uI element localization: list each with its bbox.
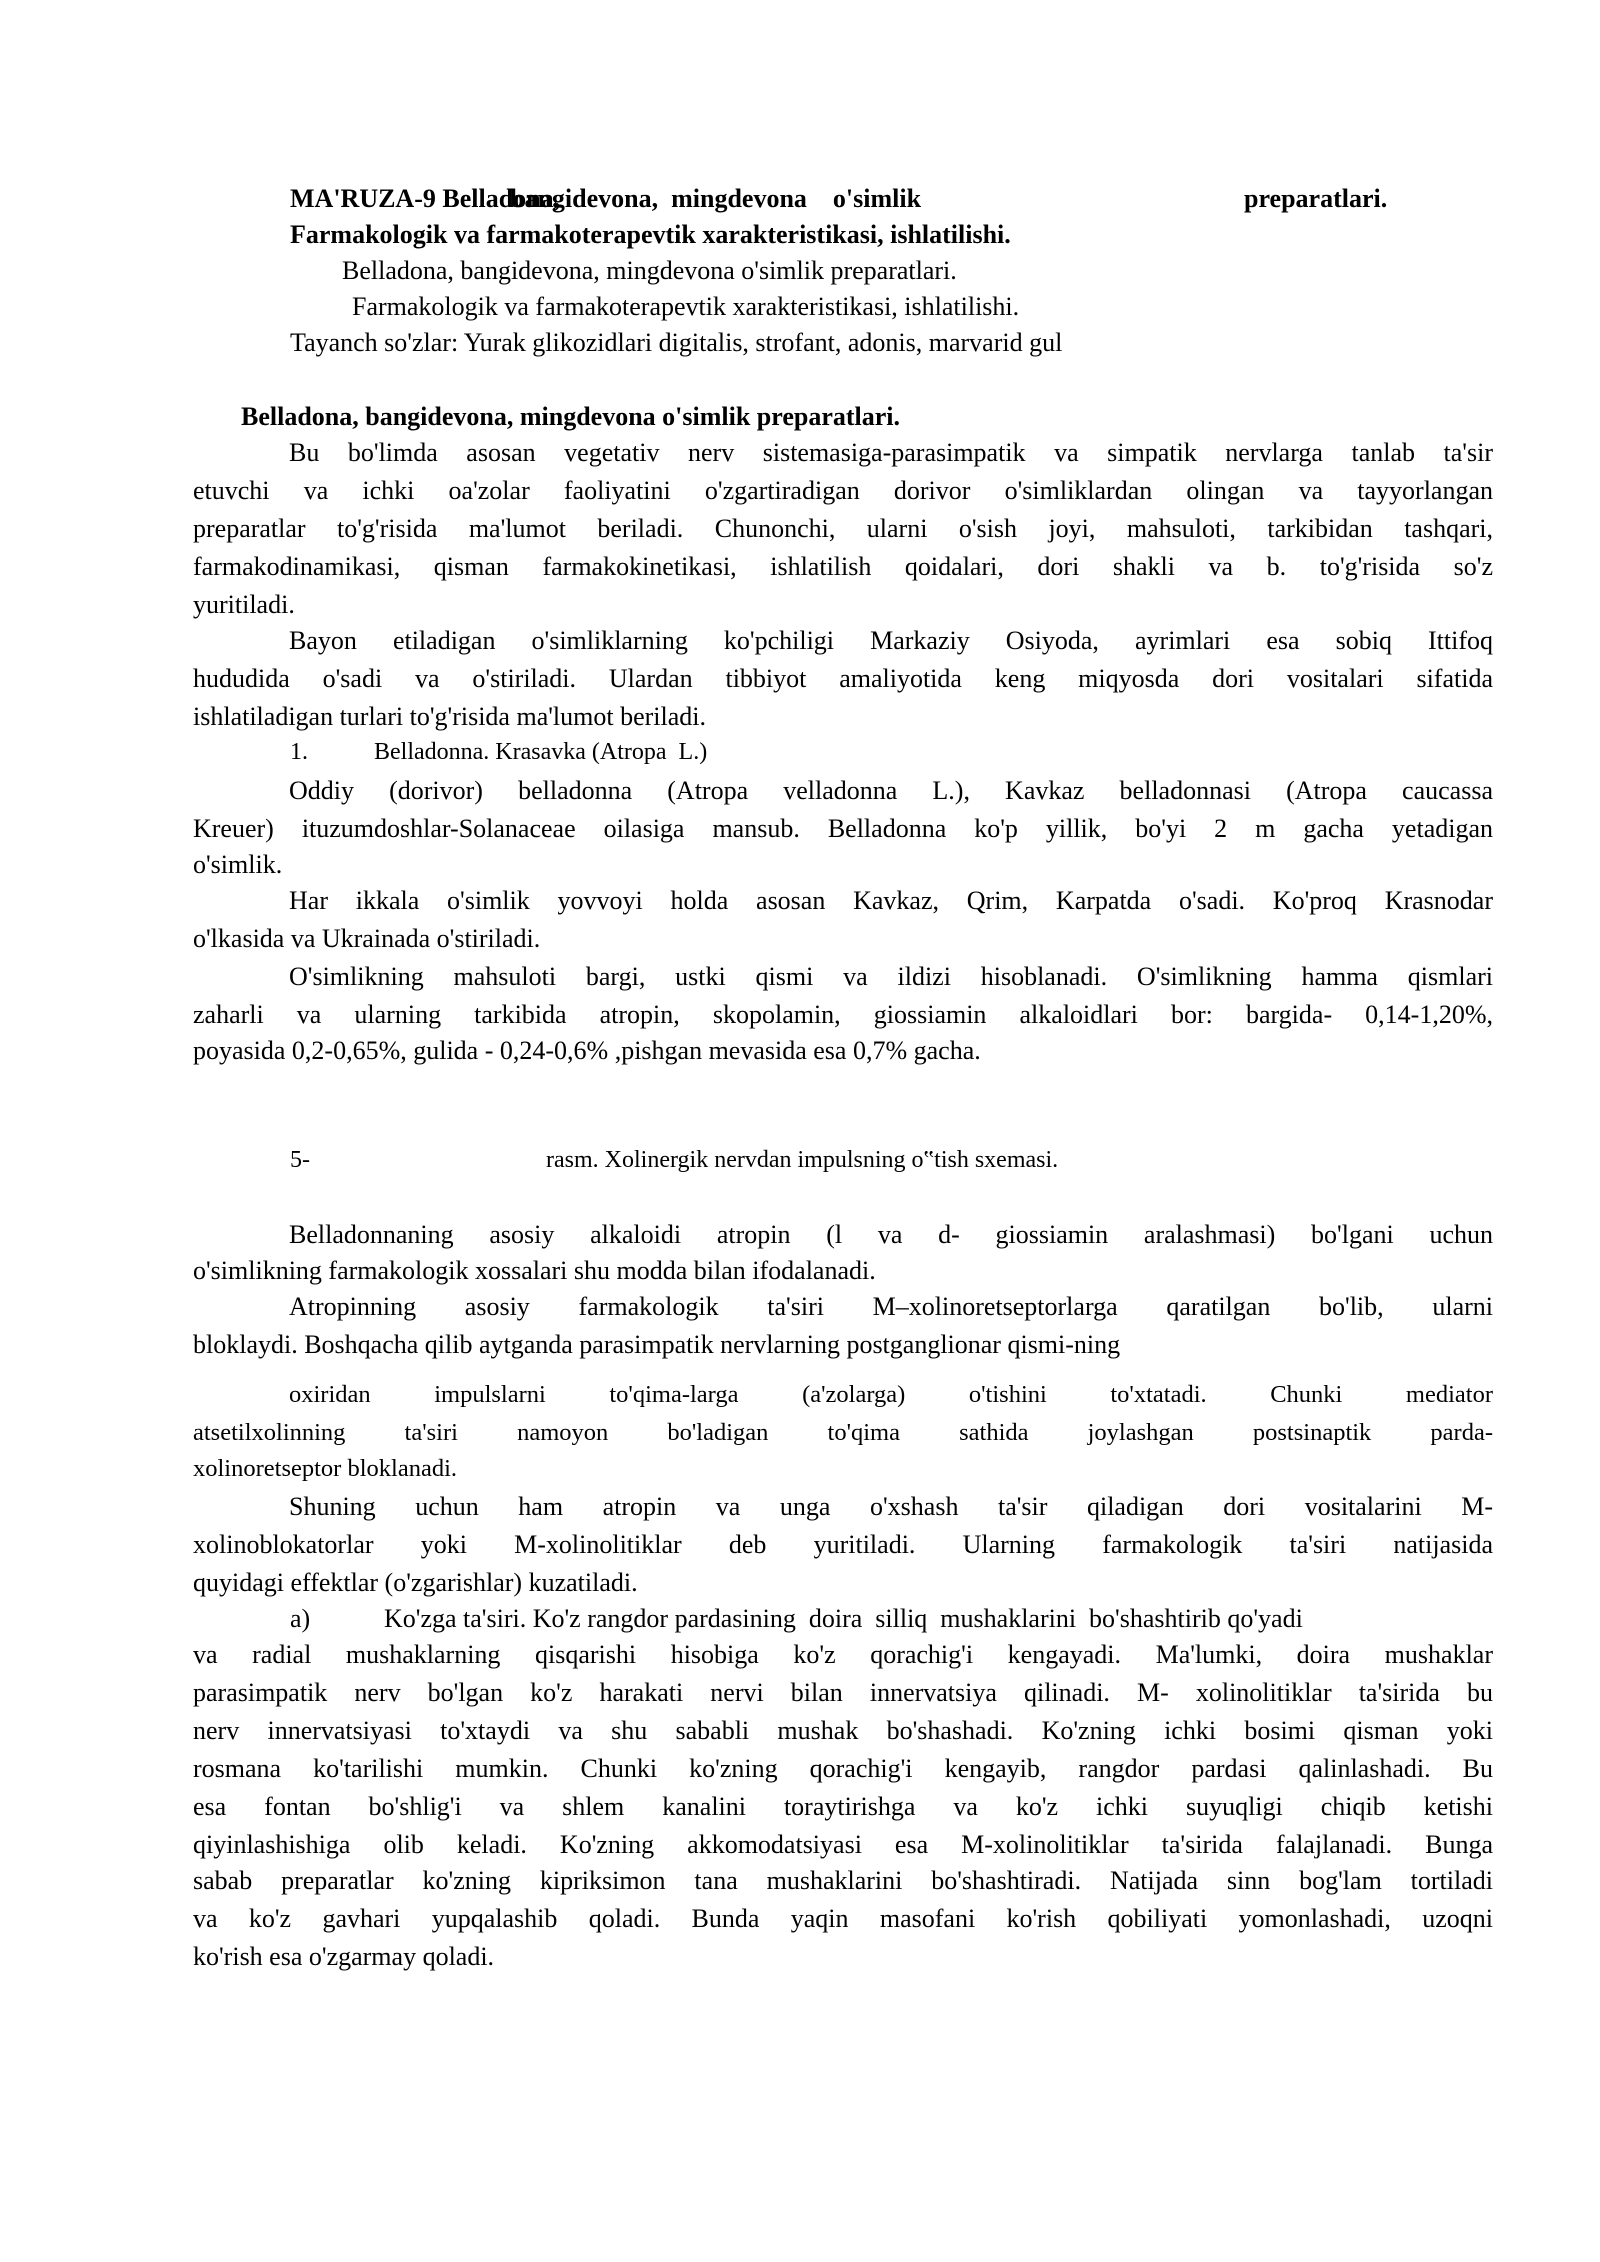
paragraph-8-line-2: atsetilxolinning ta'siri namoyon bo'ladigan to'qima sathida joylashgan postsinaptik parda-: [193, 1419, 1493, 1446]
paragraph-10-line-9: ko'rish esa o'zgarmay qoladi.: [193, 1942, 495, 1971]
paragraph-5-line-1: O'simlikning mahsuloti bargi, ustki qismi va ildizi hisoblanadi. O'simlikning hamma qismlari: [289, 962, 1493, 991]
paragraph-5-line-3: poyasida 0,2-0,65%, gulida - 0,24-0,6% ,pishgan mevasida esa 0,7% gacha.: [193, 1036, 981, 1065]
paragraph-10-line-5: esa fontan bo'shlig'i va shlem kanalini toraytirishga va ko'z ichki suyuqligi chiqib ketishi: [193, 1792, 1493, 1821]
paragraph-1-line-5: yuritiladi.: [193, 590, 295, 619]
title-part2: [510, 180, 921, 218]
list-item-a-number: a): [290, 1604, 311, 1633]
list-item-a-text: Ko'zga ta'siri. Ko'z rangdor pardasining doira silliq mushaklarini bo'shashtirib qo'yadi: [384, 1604, 1303, 1633]
title-part3: preparatlari.: [1244, 184, 1388, 213]
paragraph-3-line-2: Kreuer) ituzumdoshlar-Solanaceae oilasiga mansub. Belladonna ko'p yillik, bo'yi 2 m gacha yetadigan: [193, 814, 1493, 843]
paragraph-7-line-2: bloklaydi. Boshqacha qilib aytganda parasimpatik nervlarning postganglionar qismi-ning: [193, 1330, 1121, 1359]
paragraph-10-line-1: va radial mushaklarning qisqarishi hisobiga ko'z qorachig'i kengayadi. Ma'lumki, doira mushaklar: [193, 1640, 1493, 1669]
paragraph-1-line-1: Bu bo'limda asosan vegetativ nerv sistemasiga-parasimpatik va simpatik nervlarga tanlab ta'sir: [289, 438, 1493, 467]
paragraph-2-line-3: ishlatiladigan turlari to'g'risida ma'lumot beriladi.: [193, 702, 706, 731]
section-heading: Belladona, bangidevona, mingdevona o'simlik preparatlari.: [241, 402, 901, 431]
paragraph-10-line-6: qiyinlashishiga olib keladi. Ko'zning akkomodatsiyasi esa M-xolinolitiklar ta'sirida falajlanadi. Bunga: [193, 1830, 1493, 1859]
paragraph-2-line-2: hududida o'sadi va o'stiriladi. Ulardan tibbiyot amaliyotida keng miqyosda dori vositalari sifatida: [193, 664, 1493, 693]
keywords-line: Tayanch so'zlar: Yurak glikozidlari digitalis, strofant, adonis, marvarid gul: [290, 328, 1063, 357]
paragraph-10-line-8: va ko'z gavhari yupqalashib qoladi. Bunda yaqin masofani ko'rish qobiliyati yomonlashadi, uzoqni: [193, 1904, 1493, 1933]
paragraph-3-line-1: Oddiy (dorivor) belladonna (Atropa velladonna L.), Kavkaz belladonnasi (Atropa caucassa: [289, 776, 1493, 805]
paragraph-9-line-3: quyidagi effektlar (o'zgarishlar) kuzatiladi.: [193, 1568, 638, 1597]
paragraph-6-line-1: Belladonnaning asosiy alkaloidi atropin (l va d- giossiamin aralashmasi) bo'lgani uchun: [289, 1220, 1493, 1249]
figure-number: 5-: [290, 1147, 310, 1173]
paragraph-10-line-2: parasimpatik nerv bo'lgan ko'z harakati nervi bilan innervatsiya qilinadi. M- xolinolitiklar ta'sirida bu: [193, 1678, 1493, 1707]
paragraph-10-line-7: sabab preparatlar ko'zning kipriksimon tana mushaklarini bo'shashtiradi. Natijada sinn bog'lam tortiladi: [193, 1866, 1493, 1895]
paragraph-5-line-2: zaharli va ularning tarkibida atropin, skopolamin, giossiamin alkaloidlari bor: bargida- 0,14-1,20%,: [193, 1000, 1493, 1029]
subtitle-line1: Belladona, bangidevona, mingdevona o'simlik preparatlari.: [342, 256, 957, 285]
figure-caption: rasm. Xolinergik nervdan impulsning o‟tish sxemasi.: [546, 1147, 1059, 1173]
paragraph-3-line-3: o'simlik.: [193, 850, 283, 879]
list-item-1-text: Belladonna. Krasavka (Atropa L.): [374, 739, 708, 765]
paragraph-4-line-2: o'lkasida va Ukrainada o'stiriladi.: [193, 924, 541, 953]
paragraph-9-line-1: Shuning uchun ham atropin va unga o'xshash ta'sir qiladigan dori vositalarini M-: [289, 1492, 1493, 1521]
paragraph-4-line-1: Har ikkala o'simlik yovvoyi holda asosan Kavkaz, Qrim, Karpatda o'sadi. Ko'proq Krasnodar: [289, 886, 1493, 915]
paragraph-1-line-2: etuvchi va ichki oa'zolar faoliyatini o'zgartiradigan dorivor o'simliklardan olingan va tayyorlangan: [193, 476, 1493, 505]
paragraph-8-line-3: xolinoretseptor bloklanadi.: [193, 1455, 457, 1482]
paragraph-7-line-1: Atropinning asosiy farmakologik ta'siri M–xolinoretseptorlarga qaratilgan bo'lib, ularni: [289, 1292, 1493, 1321]
paragraph-10-line-4: rosmana ko'tarilishi mumkin. Chunki ko'zning qorachig'i kengayib, rangdor pardasi qalinlashadi. Bu: [193, 1754, 1493, 1783]
title-part1: MA'RUZA-9 Belladona,: [290, 184, 561, 213]
paragraph-1-line-3: preparatlar to'g'risida ma'lumot beriladi. Chunonchi, ularni o'sish joyi, mahsuloti, tarkibidan tashqari,: [193, 514, 1493, 543]
paragraph-6-line-2: o'simlikning farmakologik xossalari shu modda bilan ifodalanadi.: [193, 1256, 876, 1285]
subtitle-line2: Farmakologik va farmakoterapevtik xarakteristikasi, ishlatilishi.: [352, 292, 1020, 321]
title-line2: Farmakologik va farmakoterapevtik xarakteristikasi, ishlatilishi.: [290, 220, 1011, 249]
paragraph-1-line-4: farmakodinamikasi, qisman farmakokinetikasi, ishlatilish qoidalari, dori shakli va b. to'g'risida so'z: [193, 552, 1493, 581]
list-item-1-number: 1.: [290, 739, 308, 765]
paragraph-10-line-3: nerv innervatsiyasi to'xtaydi va shu sababli mushak bo'shashadi. Ko'zning ichki bosimi qisman yoki: [193, 1716, 1493, 1745]
title-part2-text: bangidevona, mingdevona o'simlik: [510, 184, 922, 213]
paragraph-9-line-2: xolinoblokatorlar yoki M-xolinolitiklar deb yuritiladi. Ularning farmakologik ta'siri natijasida: [193, 1530, 1493, 1559]
paragraph-8-line-1: oxiridan impulslarni to'qima-larga (a'zolarga) o'tishini to'xtatadi. Chunki mediator: [289, 1381, 1493, 1408]
paragraph-2-line-1: Bayon etiladigan o'simliklarning ko'pchiligi Markaziy Osiyoda, ayrimlari esa sobiq Ittifoq: [289, 626, 1493, 655]
